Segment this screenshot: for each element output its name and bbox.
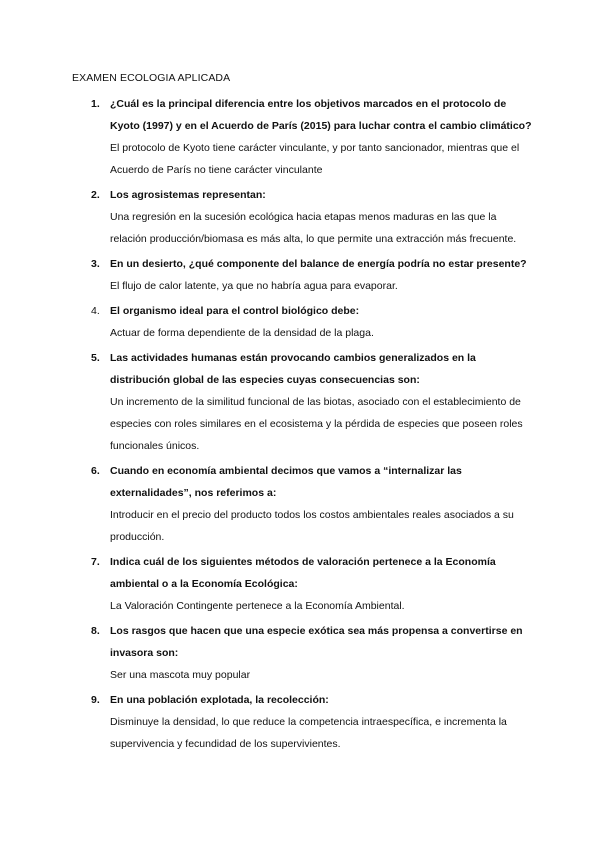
question-text: Los rasgos que hacen que una especie exótica sea más propensa a convertirse en invasora son:	[110, 625, 523, 659]
question-number: 7.	[91, 556, 100, 568]
question-number: 1.	[91, 98, 100, 110]
question-number: 6.	[91, 465, 100, 477]
answer-text: El protocolo de Kyoto tiene carácter vinculante, y por tanto sancionador, mientras que el Acuerdo de París no tiene carácter vinculante	[110, 142, 520, 176]
answer-text: El flujo de calor latente, ya que no habría agua para evaporar.	[110, 280, 398, 292]
question-item	[0, 460, 600, 548]
answer-text: Una regresión en la sucesión ecológica hacia etapas menos maduras en las que la relación producción/biomasa es más alta, lo que permite una extracción más frecuente.	[110, 211, 517, 245]
question-item	[0, 620, 600, 686]
answer-text: La Valoración Contingente pertenece a la Economía Ambiental.	[110, 600, 405, 612]
question-number: 8.	[91, 625, 100, 637]
question-number: 4.	[91, 305, 100, 317]
question-item	[0, 689, 600, 755]
question-text: ¿Cuál es la principal diferencia entre los objetivos marcados en el protocolo de Kyoto (1997) y en el Acuerdo de París (2015) para luchar contra el cambio climático?	[110, 98, 532, 132]
question-item	[0, 300, 600, 344]
question-item	[0, 93, 600, 181]
question-text: Los agrosistemas representan:	[110, 189, 266, 201]
question-item	[0, 253, 600, 297]
question-number: 9.	[91, 694, 100, 706]
answer-text: Ser una mascota muy popular	[110, 669, 251, 681]
document-title: EXAMEN ECOLOGIA APLICADA	[72, 72, 231, 84]
question-item	[0, 347, 600, 457]
answer-text: Disminuye la densidad, lo que reduce la competencia intraespecífica, e incrementa la supervivencia y fecundidad de los supervivientes.	[110, 716, 507, 750]
question-text: Indica cuál de los siguientes métodos de valoración pertenece a la Economía ambiental o a la Economía Ecológica:	[110, 556, 496, 590]
question-list	[0, 93, 600, 758]
question-text: En una población explotada, la recolección:	[110, 694, 329, 706]
question-text: Cuando en economía ambiental decimos que vamos a “internalizar las externalidades”, nos referimos a:	[110, 465, 462, 499]
question-number: 2.	[91, 189, 100, 201]
question-item	[0, 184, 600, 250]
question-text: El organismo ideal para el control biológico debe:	[110, 305, 360, 317]
question-number: 3.	[91, 258, 100, 270]
question-item	[0, 551, 600, 617]
answer-text: Actuar de forma dependiente de la densidad de la plaga.	[110, 327, 374, 339]
answer-text: Un incremento de la similitud funcional de las biotas, asociado con el establecimiento de especies con roles similares en el ecosistema y la pérdida de especies que poseen roles funcionales únicos.	[110, 396, 523, 452]
question-number: 5.	[91, 352, 100, 364]
question-text: En un desierto, ¿qué componente del balance de energía podría no estar presente?	[110, 258, 527, 270]
question-text: Las actividades humanas están provocando cambios generalizados en la distribución global de las especies cuyas consecuencias son:	[110, 352, 476, 386]
answer-text: Introducir en el precio del producto todos los costos ambientales reales asociados a su producción.	[110, 509, 514, 543]
